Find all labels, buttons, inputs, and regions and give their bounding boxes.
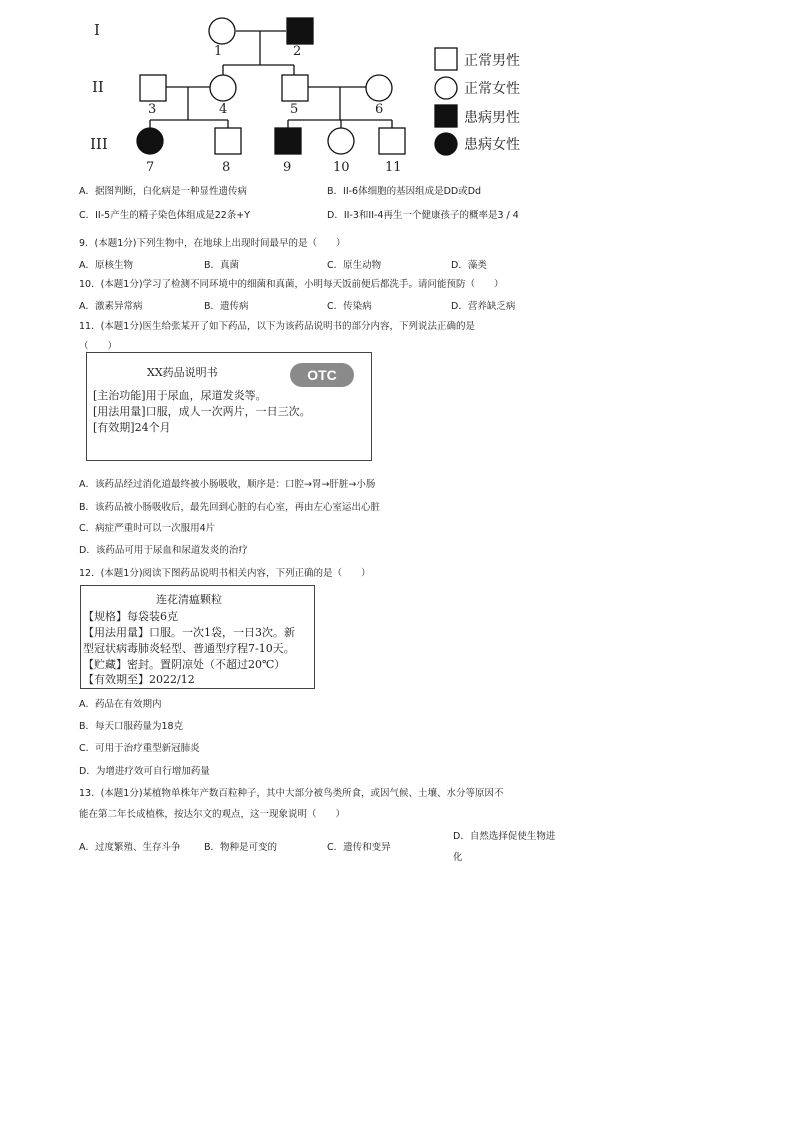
individual-number: 8 [222, 160, 231, 175]
leaflet-title: 连花清瘟颗粒 [156, 593, 222, 606]
q12-option-d[interactable]: D．为增进疗效可自行增加药量 [79, 766, 210, 777]
legend-label: 正常女性 [464, 81, 520, 97]
q8-option-d[interactable]: D．II-3和II-4再生一个健康孩子的概率是3 / 4 [327, 210, 519, 221]
individual-number: 10 [333, 160, 350, 175]
individual-5-normal-male [282, 75, 308, 101]
generation-label: II [92, 78, 104, 96]
individual-1-normal-female [209, 18, 235, 44]
leaflet-line: 【用法用量】口服。一次1袋，一日3次。新 [83, 626, 295, 639]
q11-answer-paren: （ ） [79, 341, 118, 352]
individual-8-normal-male [215, 128, 241, 154]
q9-option-b[interactable]: B．真菌 [204, 260, 240, 271]
q10-option-a[interactable]: A．激素异常病 [79, 301, 143, 312]
individual-10-normal-female [328, 128, 354, 154]
individual-number: 9 [283, 160, 292, 175]
legend-affected-male-icon [435, 105, 457, 127]
q11-medicine-leaflet [86, 352, 372, 461]
leaflet-line: 【规格】每袋装6克 [83, 610, 178, 623]
q10-option-d[interactable]: D．营养缺乏病 [451, 301, 516, 312]
leaflet-line: [主治功能]用于尿血，尿道发炎等。 [93, 389, 267, 402]
q12-medicine-leaflet [80, 585, 315, 689]
individual-6-normal-female [366, 75, 392, 101]
q12-option-a[interactable]: A．药品在有效期内 [79, 699, 162, 710]
individual-7-affected-female [137, 128, 163, 154]
leaflet-title: XX药品说明书 [147, 366, 218, 379]
leaflet-line: 【贮藏】密封。置阴凉处（不超过20℃） [83, 658, 286, 671]
individual-4-normal-female [210, 75, 236, 101]
q13-option-d[interactable]: D．自然选择促使生物进 [453, 831, 556, 842]
q9-option-a[interactable]: A．原核生物 [79, 260, 133, 271]
individual-number: 11 [385, 160, 402, 175]
individual-2-affected-male [287, 18, 313, 44]
individual-number: 5 [290, 102, 299, 117]
q10-stem: 10．(本题1分)学习了检测不同环境中的细菌和真菌，小明每天饭前便后都洗手。请问能预防（ ） [79, 279, 504, 290]
q12-option-c[interactable]: C．可用于治疗重型新冠肺炎 [79, 743, 200, 754]
legend-label: 正常男性 [464, 53, 520, 69]
q9-option-d[interactable]: D．藻类 [451, 260, 487, 271]
q13-option-c[interactable]: C．遗传和变异 [327, 842, 391, 853]
individual-3-normal-male [140, 75, 166, 101]
leaflet-line: [有效期]24个月 [93, 421, 171, 434]
leaflet-line: 型冠状病毒肺炎轻型、普通型疗程7-10天。 [83, 642, 295, 655]
q9-stem: 9．(本题1分)下列生物中，在地球上出现时间最早的是（ ） [79, 238, 346, 249]
q11-option-b[interactable]: B．该药品被小肠吸收后，最先回到心脏的右心室，再由左心室运出心脏 [79, 502, 381, 513]
q11-option-d[interactable]: D．该药品可用于尿血和尿道发炎的治疗 [79, 545, 248, 556]
individual-number: 1 [214, 44, 223, 59]
q12-option-b[interactable]: B．每天口服药量为18克 [79, 721, 184, 732]
generation-label: III [90, 135, 108, 153]
individual-number: 4 [219, 102, 228, 117]
q11-stem: 11．(本题1分)医生给张某开了如下药品，以下为该药品说明书的部分内容，下列说法正确的是 [79, 321, 476, 332]
legend-normal-female-icon [435, 77, 457, 99]
q9-option-c[interactable]: C．原生动物 [327, 260, 382, 271]
individual-number: 2 [293, 44, 302, 59]
legend-label: 患病男性 [464, 110, 520, 126]
pedigree-chart [80, 10, 550, 180]
individual-number: 3 [148, 102, 157, 117]
q13-option-d-cont: 化 [453, 852, 463, 863]
q13-option-a[interactable]: A．过度繁殖、生存斗争 [79, 842, 181, 853]
q13-stem-line2: 能在第二年长成植株，按达尔文的观点，这一现象说明（ ） [79, 809, 346, 820]
q13-stem-line1: 13．(本题1分)某植物单株年产数百粒种子，其中大部分被鸟类所食，或因气候、土壤、水分等原因不 [79, 788, 504, 799]
q11-option-a[interactable]: A．该药品经过消化道最终被小肠吸收，顺序是：口腔→胃→肝脏→小肠 [79, 479, 376, 490]
individual-11-normal-male [379, 128, 405, 154]
legend-label: 患病女性 [464, 137, 520, 153]
q8-option-b[interactable]: B．II-6体细胞的基因组成是DD或Dd [327, 186, 482, 197]
individual-9-affected-male [275, 128, 301, 154]
q11-option-c[interactable]: C．病症严重时可以一次服用4片 [79, 523, 216, 534]
q10-option-c[interactable]: C．传染病 [327, 301, 372, 312]
legend-affected-female-icon [435, 133, 457, 155]
q12-stem: 12．(本题1分)阅读下图药品说明书相关内容，下列正确的是（ ） [79, 568, 371, 579]
individual-number: 6 [375, 102, 384, 117]
otc-badge: OTC [290, 363, 354, 387]
individual-number: 7 [146, 160, 155, 175]
leaflet-line: [用法用量]口服，成人一次两片，一日三次。 [93, 405, 311, 418]
q8-option-c[interactable]: C．II-5产生的精子染色体组成是22条+Y [79, 210, 251, 221]
generation-label: I [94, 21, 100, 39]
legend-normal-male-icon [435, 48, 457, 70]
q13-option-b[interactable]: B．物种是可变的 [204, 842, 278, 853]
q10-option-b[interactable]: B．遗传病 [204, 301, 249, 312]
q8-option-a[interactable]: A．据图判断，白化病是一种显性遗传病 [79, 186, 247, 197]
leaflet-line: 【有效期至】2022/12 [83, 673, 195, 686]
